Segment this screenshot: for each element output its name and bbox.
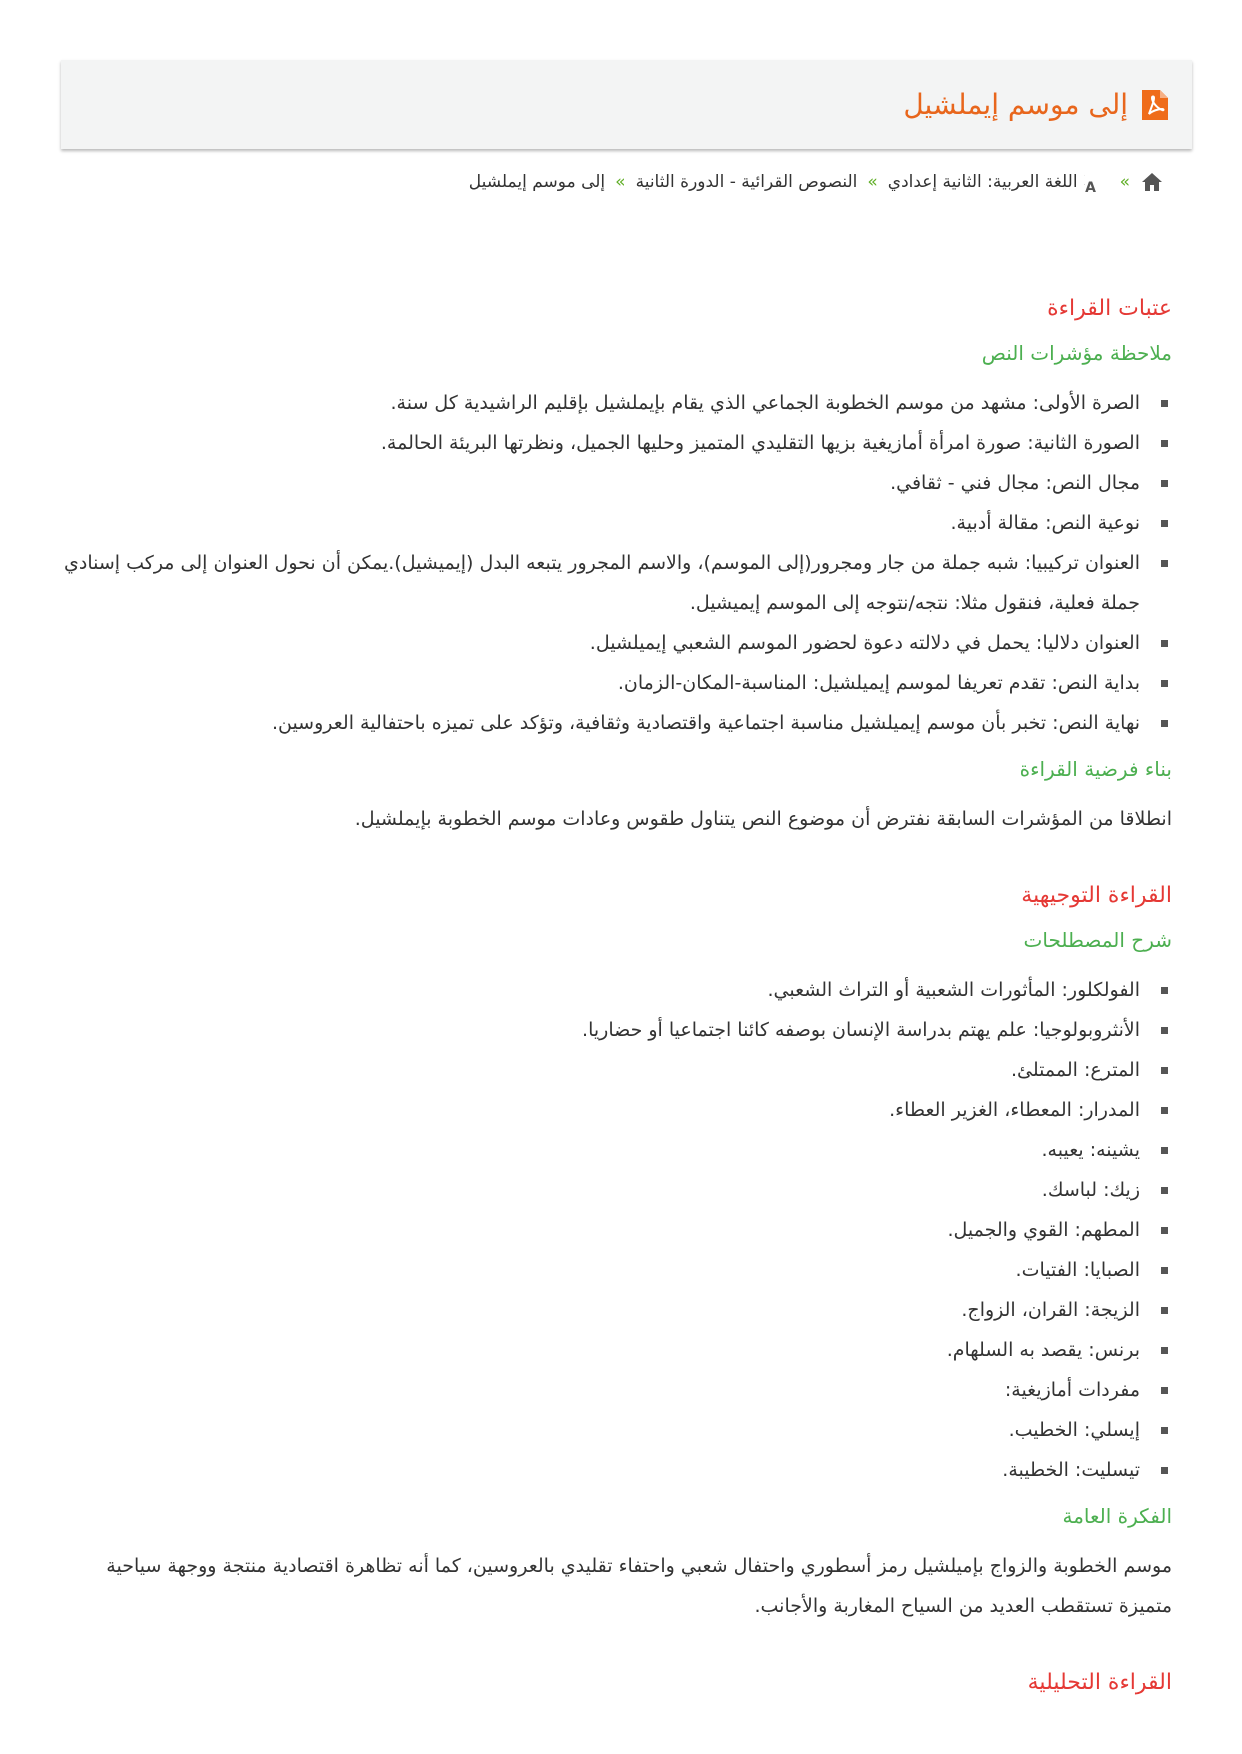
list-item: المطهم: القوي والجميل. <box>62 1210 1172 1250</box>
glossary-list <box>62 970 1172 1490</box>
home-icon[interactable] <box>1140 171 1164 193</box>
list-item: العنوان دلاليا: يحمل في دلالته دعوة لحضور الموسم الشعبي إيميلشيل. <box>62 623 1172 663</box>
list-item: المترع: الممتلئ. <box>62 1050 1172 1090</box>
breadcrumb-separator: » <box>1119 172 1130 192</box>
breadcrumb-separator: » <box>615 172 626 192</box>
list-item: الفولكلور: المأثورات الشعبية أو التراث الشعبي. <box>62 970 1172 1010</box>
list-item: مجال النص: مجال فني - ثقافي. <box>62 463 1172 503</box>
list-item: إيسلي: الخطيب. <box>62 1410 1172 1450</box>
breadcrumb-separator: » <box>867 172 878 192</box>
general-idea-paragraph: موسم الخطوبة والزواج بإميلشيل رمز أسطوري واحتفال شعبي واحتفاء تقليدي بالعروسين، كما أنه تظاهرة اقتصادية منتجة ووجهة سياحية متميزة تستقطب العديد من السياح المغاربة والأجانب. <box>106 1555 1172 1617</box>
translate-icon <box>1084 170 1110 194</box>
hypothesis-paragraph: انطلاقا من المؤشرات السابقة نفترض أن موضوع النص يتناول طقوس وعادات موسم الخطوبة بإيملشيل. <box>354 808 1172 830</box>
list-item: نوعية النص: مقالة أدبية. <box>62 503 1172 543</box>
list-item: مفردات أمازيغية: <box>62 1370 1172 1410</box>
list-item: بداية النص: تقدم تعريفا لموسم إيميلشيل: المناسبة-المكان-الزمان. <box>62 663 1172 703</box>
subsection-title-glossary: شرح المصطلحات <box>1023 928 1172 952</box>
svg-text:A: A <box>1084 180 1096 194</box>
section-title-reading-thresholds: عتبات القراءة <box>1047 296 1172 321</box>
article-content <box>62 296 1172 1715</box>
list-item: يشينه: يعيبه. <box>62 1130 1172 1170</box>
section-title-guided-reading: القراءة التوجيهية <box>1021 883 1172 908</box>
list-item: الزيجة: القران، الزواج. <box>62 1290 1172 1330</box>
page-title: إلى موسم إيملشيل <box>903 88 1128 121</box>
breadcrumb-item-texts[interactable]: النصوص القرائية - الدورة الثانية <box>635 172 858 192</box>
breadcrumb <box>469 170 1164 194</box>
list-item: نهاية النص: تخبر بأن موسم إيميلشيل مناسبة اجتماعية واقتصادية وثقافية، وتؤكد على تميزه باحتفالية العروسين. <box>62 703 1172 743</box>
section-title-analytical-reading: القراءة التحليلية <box>1027 1670 1172 1695</box>
list-item: العنوان تركيبيا: شبه جملة من جار ومجرور(إلى الموسم)، والاسم المجرور يتبعه البدل (إيميشيل).يمكن أن نحول العنوان إلى مركب إسنادي جملة فعلية، فنقول مثلا: نتجه/نتوجه إلى الموسم إيميشيل. <box>62 543 1172 623</box>
list-item: الأنثروبولوجيا: علم يهتم بدراسة الإنسان بوصفه كائنا اجتماعيا أو حضاريا. <box>62 1010 1172 1050</box>
indicators-list <box>62 383 1172 743</box>
breadcrumb-item-arabic[interactable]: اللغة العربية: الثانية إعدادي <box>887 172 1078 192</box>
list-item: المدرار: المعطاء، الغزير العطاء. <box>62 1090 1172 1130</box>
subsection-title-hypothesis: بناء فرضية القراءة <box>1019 757 1172 781</box>
page-header <box>61 60 1192 149</box>
list-item: الصبايا: الفتيات. <box>62 1250 1172 1290</box>
list-item: تيسليت: الخطيبة. <box>62 1450 1172 1490</box>
list-item: زيك: لباسك. <box>62 1170 1172 1210</box>
list-item: الصرة الأولى: مشهد من موسم الخطوبة الجماعي الذي يقام بإيملشيل بإقليم الراشيدية كل سنة. <box>62 383 1172 423</box>
pdf-icon[interactable] <box>1140 88 1170 122</box>
subsection-title-text-indicators: ملاحظة مؤشرات النص <box>981 341 1172 365</box>
subsection-title-general-idea: الفكرة العامة <box>1062 1504 1172 1528</box>
breadcrumb-item-current: إلى موسم إيملشيل <box>468 172 606 192</box>
list-item: برنس: يقصد به السلهام. <box>62 1330 1172 1370</box>
list-item: الصورة الثانية: صورة امرأة أمازيغية بزيها التقليدي المتميز وحليها الجميل، ونظرتها البريئة الحالمة. <box>62 423 1172 463</box>
